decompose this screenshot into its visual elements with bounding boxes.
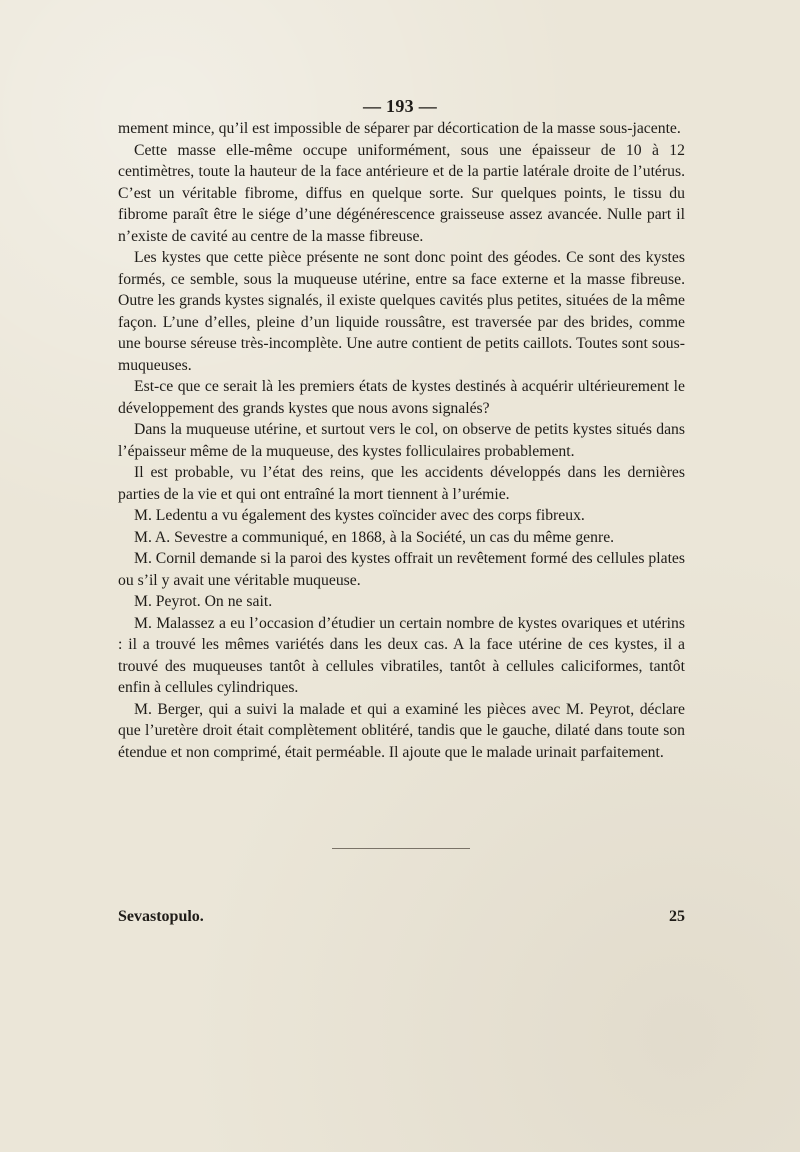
page-footer (118, 908, 685, 926)
paragraph-6: Il est probable, vu l’état des reins, que les accidents développés dans les dernières parties de la vie et qui ont entraîné la mort tiennent à l’urémie. (118, 464, 685, 503)
paragraph-4: Est-ce que ce serait là les premiers états de kystes destinés à acquérir ultérieurement le développement des grands kystes que nous avons signalés? (118, 378, 685, 417)
footer-author: Sevastopulo. (118, 908, 204, 925)
paragraph-1: mement mince, qu’il est impossible de séparer par décortication de la masse sous-jacente. (118, 120, 681, 137)
paragraph-12: M. Berger, qui a suivi la malade et qui a examiné les pièces avec M. Peyrot, déclare que l’uretère droit était complètement oblitéré, tandis que le gauche, dilaté dans toute son étendue et non comprimé, était perméable. Il ajoute que le malade urinait parfaitement. (118, 700, 685, 761)
paragraph-11: M. Malassez a eu l’occasion d’étudier un certain nombre de kystes ovariques et utérins : il a trouvé les mêmes variétés dans les deux cas. A la face utérine de ces kystes, il a trouvé des muqueuses tantôt à cellules vibratiles, tantôt à cellules caliciformes, tantôt enfin à cellules cylindriques. (118, 614, 685, 696)
paragraph-10: M. Peyrot. On ne sait. (134, 593, 273, 610)
footer-signature-number: 25 (669, 908, 685, 925)
paragraph-2: Cette masse elle-même occupe uniformément, sous une épaisseur de 10 à 12 centimètres, toute la hauteur de la face antérieure et de la partie latérale droite de l’utérus. C’est un véritable fibrome, diffus en quelque sorte. Sur quelques points, le tissu du fibrome paraît être le siége d’une dégénérescence graisseuse assez avancée. Nulle part il n’existe de cavité au centre de la masse fibreuse. (118, 141, 685, 245)
paragraph-7: M. Ledentu a vu également des kystes coïncider avec des corps fibreux. (134, 507, 585, 524)
paragraph-9: M. Cornil demande si la paroi des kystes offrait un revêtement formé des cellules plates ou s’il y avait une véritable muqueuse. (118, 550, 685, 589)
section-divider (332, 848, 470, 849)
body-text (118, 118, 685, 763)
paragraph-5: Dans la muqueuse utérine, et surtout vers le col, on observe de petits kystes situés dans l’épaisseur même de la muqueuse, des kystes folliculaires probablement. (118, 421, 685, 460)
paragraph-3: Les kystes que cette pièce présente ne sont donc point des géodes. Ce sont des kystes formés, ce semble, sous la muqueuse utérine, entre sa face externe et la masse fibreuse. Outre les grands kystes signalés, il existe quelques cavités plus petites, situées de la même façon. L’une d’elles, pleine d’un liquide roussâtre, est traversée par des brides, comme une bourse séreuse très-incomplète. Une autre contient de petits caillots. Toutes sont sous-muqueuses. (118, 249, 685, 374)
page-number: — 193 — (362, 96, 438, 116)
paragraph-8: M. A. Sevestre a communiqué, en 1868, à la Société, un cas du même genre. (134, 528, 615, 546)
